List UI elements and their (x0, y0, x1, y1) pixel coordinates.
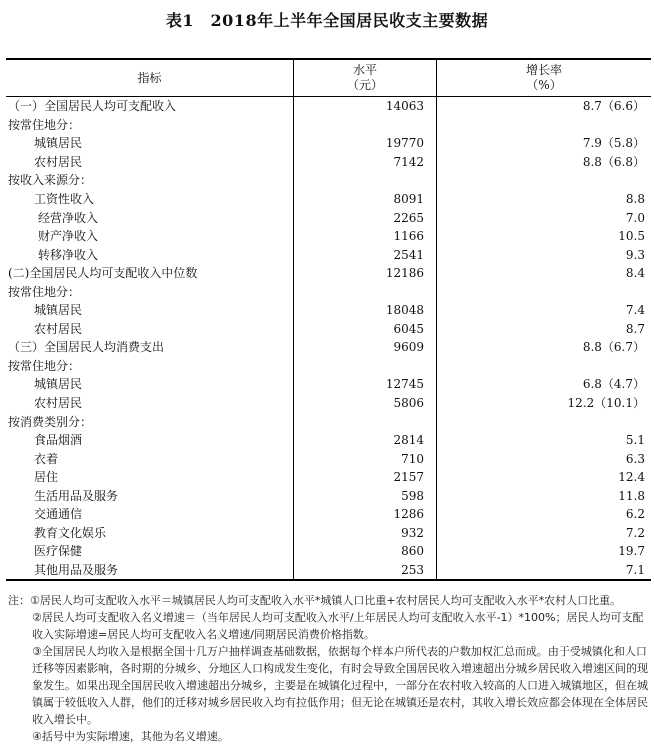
row-growth: 9.3 (625, 247, 645, 262)
row-value: 2265 (294, 208, 437, 227)
row-label: 生活用品及服务 (34, 488, 119, 503)
row-label: 按常住地分： (8, 358, 81, 373)
row-growth: 7.9（5.8） (582, 136, 645, 151)
data-table (6, 58, 651, 581)
row-growth: 6.8（4.7） (582, 377, 645, 392)
row-growth: 7.4 (625, 303, 645, 318)
row-growth (437, 116, 652, 135)
table-row (6, 264, 651, 283)
header-level (294, 59, 437, 97)
table-row (6, 486, 651, 505)
table-row (6, 542, 651, 561)
row-growth: 12.4 (618, 470, 645, 485)
table-row (6, 97, 651, 116)
row-value: 19770 (294, 134, 437, 153)
row-value (294, 116, 437, 135)
table-row (6, 449, 651, 468)
table-header (6, 59, 651, 97)
row-label: 教育文化娱乐 (34, 525, 107, 540)
note-item: 注：①居民人均可支配收入水平＝城镇居民人均可支配收入水平*城镇人口比重+农村居民人均可支配收入水平*农村人口比重。 (8, 594, 622, 607)
table-row (6, 171, 651, 190)
table-row (6, 524, 651, 543)
row-value (294, 282, 437, 301)
row-growth: 8.7（6.6） (582, 99, 645, 114)
row-growth: 10.5 (618, 229, 645, 244)
row-label: 交通通信 (34, 507, 83, 522)
row-growth (437, 171, 652, 190)
table-row (6, 561, 651, 581)
table-row (6, 338, 651, 357)
row-label: 经营净收入 (38, 210, 99, 225)
table-row (6, 468, 651, 487)
row-label: （三）全国居民人均消费支出 (8, 340, 165, 355)
row-value: 12745 (294, 375, 437, 394)
row-label: 城镇居民 (34, 303, 83, 318)
row-value: 598 (294, 486, 437, 505)
row-label: 转移净收入 (38, 247, 99, 262)
row-label: 医疗保健 (34, 544, 83, 559)
row-value (294, 412, 437, 431)
table-row (6, 282, 651, 301)
row-growth: 8.8 (625, 192, 645, 206)
header-level-unit: （元） (346, 78, 383, 92)
table-row (6, 431, 651, 450)
row-label: 居住 (34, 470, 59, 485)
row-growth: 7.2 (625, 525, 645, 540)
note-item: ②居民人均可支配收入名义增速＝（当年居民人均可支配收入水平/上年居民人均可支配收入水平-1）*100%；居民人均可支配收入实际增速=居民人均可支配收入名义增速/同期居民消费价格指数。 (32, 611, 644, 641)
row-value: 1166 (294, 227, 437, 246)
header-indicator: 指标 (6, 59, 294, 97)
header-level-title: 水平 (352, 63, 377, 77)
table-row (6, 190, 651, 209)
row-growth: 11.8 (618, 488, 645, 503)
header-growth (437, 59, 652, 97)
row-growth: 8.8（6.8） (582, 154, 645, 169)
table-row (6, 153, 651, 172)
row-value: 1286 (294, 505, 437, 524)
row-value (294, 357, 437, 376)
page-title: 表1 2018年上半年全国居民收支主要数据 (165, 11, 489, 30)
row-label: 工资性收入 (34, 192, 95, 206)
row-label: 食品烟酒 (34, 433, 83, 448)
header-growth-title: 增长率 (525, 63, 562, 77)
note-item: ④括号中为实际增速，其他为名义增速。 (32, 730, 229, 743)
row-value: 6045 (294, 320, 437, 339)
row-label: 城镇居民 (34, 377, 83, 392)
row-growth: 8.7 (625, 321, 645, 336)
table-row (6, 208, 651, 227)
table-row (6, 375, 651, 394)
row-growth: 6.2 (625, 507, 645, 522)
table-row (6, 394, 651, 413)
row-growth (437, 412, 652, 431)
header-growth-unit: （%） (526, 78, 562, 92)
row-label: 农村居民 (34, 396, 83, 411)
row-label: 按常住地分： (8, 284, 81, 299)
row-value: 2157 (294, 468, 437, 487)
row-value: 8091 (294, 190, 437, 209)
row-growth: 7.1 (437, 561, 652, 581)
table-row (6, 134, 651, 153)
row-value: 253 (294, 561, 437, 581)
row-label: (二)全国居民人均可支配收入中位数 (8, 266, 198, 281)
table-row (6, 227, 651, 246)
row-value: 7142 (294, 153, 437, 172)
row-value (294, 171, 437, 190)
table-row (6, 301, 651, 320)
row-growth: 5.1 (625, 433, 645, 448)
row-value: 932 (294, 524, 437, 543)
row-growth (437, 282, 652, 301)
row-value: 14063 (294, 97, 437, 116)
row-growth: 8.4 (625, 266, 645, 281)
row-growth: 12.2（10.1） (567, 396, 645, 411)
row-label: 按收入来源分： (8, 173, 93, 188)
row-value: 5806 (294, 394, 437, 413)
row-growth (437, 357, 652, 376)
row-label: 农村居民 (34, 154, 83, 169)
table-row (6, 116, 651, 135)
row-label: 其他用品及服务 (6, 561, 294, 581)
row-growth: 7.0 (625, 210, 645, 225)
row-label: 农村居民 (34, 321, 83, 336)
row-label: 按常住地分： (8, 117, 81, 132)
row-label: 城镇居民 (34, 136, 83, 151)
row-value: 860 (294, 542, 437, 561)
row-growth: 8.8（6.7） (582, 340, 645, 355)
row-label: 衣着 (34, 451, 59, 466)
row-value: 710 (294, 449, 437, 468)
row-label: （一）全国居民人均可支配收入 (8, 99, 177, 114)
row-value: 12186 (294, 264, 437, 283)
table-body (6, 97, 651, 581)
row-label: 按消费类别分： (8, 414, 93, 429)
table-row (6, 412, 651, 431)
table-row (6, 357, 651, 376)
notes (8, 592, 648, 745)
note-item: ③全国居民人均收入是根据全国十几万户抽样调查基础数据，依据每个样本户所代表的户数加权汇总而成。由于受城镇化和人口迁移等因素影响，各时期的分城乡、分地区人口构成发生变化，有时会导致全国居民收入增速超出分城乡居民收入增速区间的现象发生。如果出现全国居民收入增速超出分城乡，主要是在城镇化过程中，一部分在农村收入较高的人口进入城镇地区，但在城镇属于较低收入人群，他们的迁移对城乡居民收入均有拉低作用；但无论在城镇还是农村，其收入增长效应都会体现在全体居民收入增长中。 (32, 645, 648, 726)
row-growth: 6.3 (625, 451, 645, 466)
row-value: 2814 (294, 431, 437, 450)
row-value: 18048 (294, 301, 437, 320)
table-row (6, 320, 651, 339)
table-row (6, 245, 651, 264)
table-row (6, 505, 651, 524)
row-label: 财产净收入 (38, 229, 99, 244)
row-value: 2541 (294, 245, 437, 264)
row-growth: 19.7 (618, 544, 645, 559)
row-value: 9609 (294, 338, 437, 357)
